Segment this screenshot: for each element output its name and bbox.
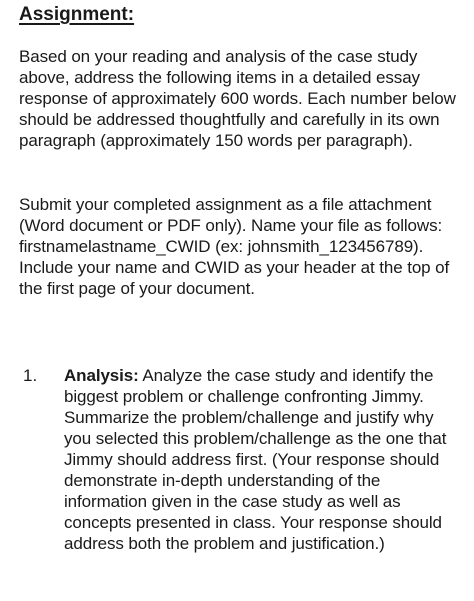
list-item-text: Analyze the case study and identify the biggest problem or challenge confronting Jimmy. Summarize the problem/challenge and justify why you selected this problem/challenge as the one that Jimmy should address first. (Your response should demonstrate in-depth understanding of the information given in the case study as well as concepts presented in class. Your response should address both the problem and justification.) — [64, 366, 447, 553]
list-item-title: Analysis: — [64, 366, 139, 385]
instructions-paragraph: Based on your reading and analysis of the case study above, address the following items in a detailed essay response of approximately 600 words. Each number below should be addressed thoughtfully and carefully in its own paragraph (approximately 150 words per paragraph). — [19, 47, 456, 150]
list-item-number: 1. — [23, 366, 38, 385]
submission-paragraph: Submit your completed assignment as a file attachment (Word document or PDF only). Name your file as follows: firstnamelastname_CWID (ex: johnsmith_123456789). Include your name and CWID as your header at the top of the first page of your document. — [19, 195, 450, 298]
list-item-body — [64, 365, 464, 554]
assignment-heading: Assignment: — [19, 4, 135, 25]
